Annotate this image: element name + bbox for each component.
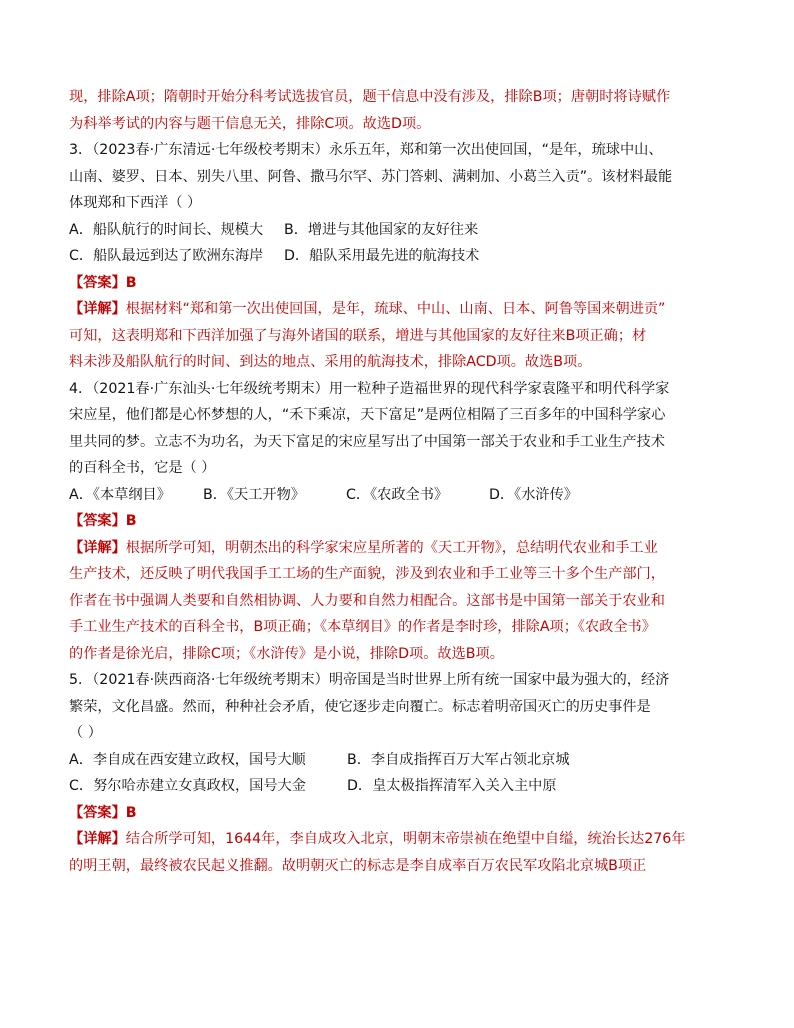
analysis-line: 料未涉及船队航行的时间、到达的地点、采用的航海技术，排除ACD项。故选B项。 bbox=[69, 354, 592, 370]
answer-label: 【答案】B bbox=[69, 804, 137, 821]
analysis-line: 【详解】根据材料“郑和第一次出使回国，是年，琉球、中山、山南、日本、阿鲁等国来朝进贡” bbox=[69, 301, 666, 317]
option-row bbox=[69, 482, 694, 509]
question-3 bbox=[69, 137, 694, 376]
option-b: B．增进与其他国家的友好往来 bbox=[284, 221, 479, 238]
analysis-continuation-line: 为科举考试的内容与题干信息无关，排除C项。故选D项。 bbox=[69, 115, 431, 132]
analysis-label: 【详解】 bbox=[69, 539, 126, 556]
question-stem-line: 5．（2021春·陕西商洛·七年级统考期末）明帝国是当时世界上所有统一国家中最为强大的，经济 bbox=[69, 672, 670, 688]
answer-label: 【答案】B bbox=[69, 274, 137, 291]
question-stem-line: 的百科全书，它是（ ） bbox=[69, 460, 216, 476]
analysis-line: 作者在书中强调人类要和自然相协调、人力要和自然力相配合。这部书是中国第一部关于农业和 bbox=[69, 592, 665, 609]
analysis-line: 的作者是徐光启，排除C项；《水浒传》是小说，排除D项。故选B项。 bbox=[69, 645, 504, 662]
answer-label: 【答案】B bbox=[69, 513, 137, 529]
analysis-label: 【详解】 bbox=[69, 831, 126, 847]
analysis-line: 手工业生产技术的百科全书，B项正确；《本草纲目》的作者是李时珍，排除A项；《农政全书》 bbox=[69, 619, 656, 635]
analysis-line: 【详解】根据所学可知，明朝杰出的科学家宋应星所著的《天工开物》，总结明代农业和手工业 bbox=[69, 539, 658, 556]
question-stem-line: （ ） bbox=[69, 725, 102, 741]
option-d: D．皇太极指挥清军入关入主中原 bbox=[347, 778, 557, 794]
analysis-line: 的明王朝，最终被农民起义推翻。故明朝灭亡的标志是李自成率百万农民军攻陷北京城B项正 bbox=[69, 857, 647, 874]
question-stem-line: 体现郑和下西洋（ ） bbox=[69, 195, 202, 211]
option-a: A．《本草纲目》 bbox=[69, 486, 171, 503]
analysis-line: 【详解】结合所学可知，1644年，李自成攻入北京，明朝末帝崇祯在绝望中自缢，统治长达276年 bbox=[69, 831, 686, 847]
option-d: D．船队采用最先进的航海技术 bbox=[284, 248, 480, 264]
question-stem-line: 宋应星，他们都是心怀梦想的人，“禾下乘凉，天下富足”是两位相隔了三百多年的中国科学家心 bbox=[69, 407, 666, 423]
question-stem-line: 里共同的梦。立志不为功名，为天下富足的宋应星写出了中国第一部关于农业和手工业生产技术 bbox=[69, 433, 665, 450]
option-row bbox=[69, 747, 694, 774]
analysis-label: 【详解】 bbox=[69, 301, 126, 317]
option-c: C．《农政全书》 bbox=[346, 486, 449, 503]
option-c: C．努尔哈赤建立女真政权，国号大金 bbox=[69, 778, 306, 794]
option-row bbox=[69, 243, 694, 270]
question-stem-line: 3．（2023春·广东清远·七年级校考期末）永乐五年，郑和第一次出使回国，“是年，琉球中山、 bbox=[69, 142, 663, 158]
option-row bbox=[69, 217, 694, 244]
question-stem-line: 4．（2021春·广东汕头·七年级统考期末）用一粒种子造福世界的现代科学家袁隆平和明代科学家 bbox=[69, 380, 670, 397]
option-row bbox=[69, 773, 694, 800]
question-4 bbox=[69, 376, 694, 668]
analysis-line: 可知，这表明郑和下西洋加强了与海外诸国的联系，增进与其他国家的友好往来B项正确；材 bbox=[69, 327, 647, 344]
option-d: D．《水浒传》 bbox=[489, 486, 578, 503]
option-a: A．船队航行的时间长、规模大 bbox=[69, 221, 264, 238]
option-b: B．《天工开物》 bbox=[203, 486, 305, 503]
question-stem-line: 繁荣，文化昌盛。然而，种种社会矛盾，使它逐步走向覆亡。标志着明帝国灭亡的历史事件是 bbox=[69, 698, 651, 715]
analysis-line: 生产技术，还反映了明代我国手工工场的生产面貌，涉及到农业和手工业等三十多个生产部门， bbox=[69, 566, 665, 582]
option-a: A．李自成在西安建立政权，国号大顺 bbox=[69, 751, 306, 768]
question-stem-line: 山南、婆罗、日本、别失八里、阿鲁、撒马尔罕、苏门答剌、满剌加、小葛兰入贡”。该材料最能 bbox=[69, 168, 673, 185]
analysis-continuation-line: 现，排除A项；隋朝时开始分科考试选拔官员，题干信息中没有涉及，排除B项；唐朝时将诗赋作 bbox=[69, 89, 671, 105]
option-c: C．船队最远到达了欧洲东海岸 bbox=[69, 248, 264, 264]
question-5 bbox=[69, 667, 694, 879]
document-page bbox=[69, 84, 694, 879]
option-b: B．李自成指挥百万大军占领北京城 bbox=[347, 751, 570, 768]
